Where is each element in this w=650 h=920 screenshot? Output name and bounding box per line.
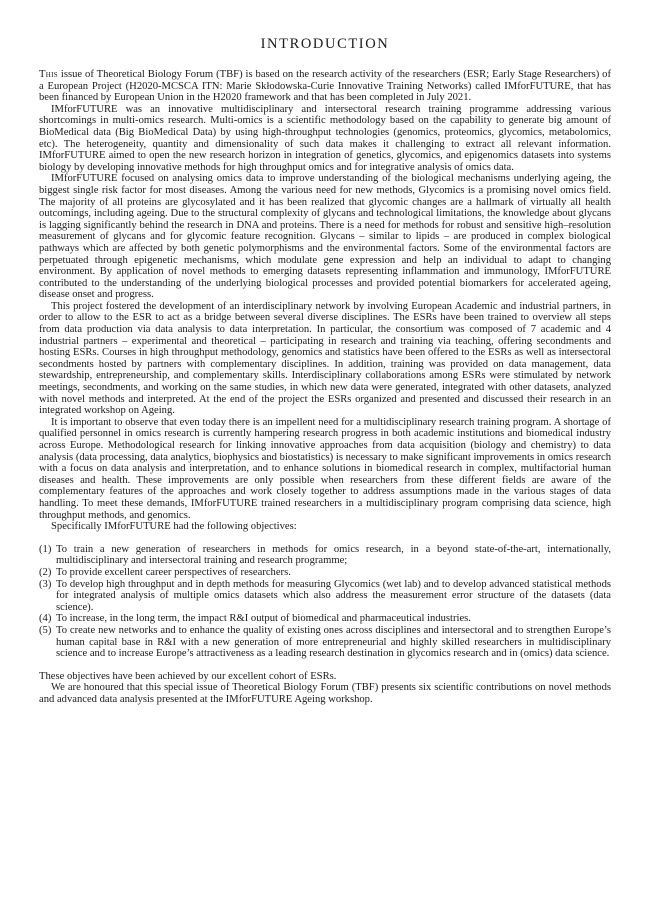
article-body (39, 69, 611, 705)
list-item (39, 625, 611, 660)
objectives-list (39, 544, 611, 660)
list-item (39, 544, 611, 567)
list-item-number: (5) (39, 624, 52, 636)
list-item-text: To train a new generation of researchers in methods for omics research, in a beyond state-of-the-art, internationally, multidisciplinary and intersectoral training and research programme; (56, 543, 611, 567)
lead-word: This (39, 69, 58, 80)
paragraph-1-text: issue of Theoretical Biology Forum (TBF) is based on the research activity of the researchers (ESR; Early Stage Researchers) of a European Project (H2020-MCSCA ITN: Marie Skłodowska-Curie Innovative Training Networks) called IMforFUTURE, that has been financed by European Union in the H2020 framework and that has been completed in July 2021. (39, 69, 611, 104)
objectives-intro: Specifically IMforFUTURE had the following objectives: (51, 521, 297, 533)
list-item-number: (3) (39, 578, 52, 590)
paragraph-2: IMforFUTURE was an innovative multidisciplinary and intersectoral research training programme addressing various shortcomings in multi-omics research. Multi-omics is a scientific methodology based on the capability to generate big amount of BioMedical data (Big BioMedical Data) by using high-throughput technologies (genomics, proteomics, glycomics, metabolomics, etc). The heterogeneity, quantity and dimensionality of such data makes it challenging to extract all relevant information. IMforFUTURE aimed to open the new research horizon in integration of genetics, glycomics, and epigenomics datasets into systems biology by developing innovative methods for high throughput omics and for integrative analysis of omics data. (39, 103, 611, 173)
paragraph-5: It is important to observe that even today there is an impellent need for a multidisciplinary research training program. A shortage of qualified personnel in omics research is currently hampering research progress in both academic institutions and biomedical industry across Europe. Methodological research for linking innovative approaches from data acquisition (biology and chemistry) to data analysis (data processing, data analytics, biophysics and biostatistics) is necessary to make significant improvements in omics research with a focus on data analysis and interpretation, and to enhance solutions in biomedical research in complex, multifactorial human diseases and health. These improvements are only possible when researchers from these different fields are aware of the complementary features of the approaches and work closely together to address assumptions made in the various stages of data handling. To meet these demands, IMforFUTURE trained researchers in a multidisciplinary program comprising data science, high throughput methods, and genomics. (39, 416, 611, 521)
paragraph-1 (39, 69, 611, 104)
list-item-text: To develop high throughput and in depth methods for measuring Glycomics (wet lab) and to develop advanced statistical methods for integrated analysis of multiple omics datasets which also address the measurement error structure of the datasets (data science). (56, 578, 611, 613)
closing-paragraph-2: We are honoured that this special issue of Theoretical Biology Forum (TBF) presents six scientific contributions on novel methods and advanced data analysis presented at the IMforFUTURE Ageing workshop. (39, 682, 611, 705)
closing-paragraph-1: These objectives have been achieved by our excellent cohort of ESRs. (39, 670, 337, 682)
list-item-number: (1) (39, 543, 52, 555)
page-title: INTRODUCTION (260, 36, 390, 52)
list-item-text: To increase, in the long term, the impact R&I output of biomedical and pharmaceutical industries. (56, 613, 471, 625)
list-item (39, 567, 611, 579)
list-item-number: (4) (39, 613, 52, 625)
paragraph-3: IMforFUTURE focused on analysing omics data to improve understanding of the biological mechanisms underlying ageing, the biggest single risk factor for most diseases. Among the various need for new methods, Glycomics is a promising novel omics field. The majority of all proteins are glycosylated and it has been realized that glycomic changes are a hallmark of virtually all health outcomings, including ageing. Due to the structural complexity of glycans and technological limitations, the knowledge about glycans is lagging significantly behind the research in DNA and proteins. There is a need for methods for robust and sensitive high–resolution measurement of glycans and for glycomic feature recognition. Glycans – similar to lipids – are produced in complex biological pathways which are affected by both genetic polymorphisms and the environmental factors. Some of the environmental factors are perpetuated through epigenetic mechanisms, which modulate gene expression and help an individual to adapt to changing environment. By application of novel methods to emerging datasets representing inflammation and immunology, IMforFUTURE contributed to the understanding of the underlying biological processes and provided potential biomarkers for accelerated ageing, disease onset and progress. (39, 173, 611, 301)
list-item-text: To create new networks and to enhance the quality of existing ones across disciplines and intersectoral and to strengthen Europe’s human capital base in R&I with a new generation of more entrepreneurial and highly skilled researchers in multidisciplinary science and to increase Europe’s attractiveness as a leading research destination in glycomics research and in (omics) data science. (56, 624, 611, 660)
list-item (39, 613, 611, 625)
list-item-number: (2) (39, 566, 52, 578)
paragraph-4: This project fostered the development of an interdisciplinary network by involving European Academic and industrial partners, in order to allow to the ESR to act as a bridge between several diverse disciplines. The ESRs have been trained to overview all steps from data production via data analysis to data interpretation. In particular, the consortium was composed of 7 academic and 4 industrial partners – experimental and theoretical – participating in research and training via teaching, offering secondments and hosting ESRs. Courses in high throughput methodology, genomics and statistics have been offered to the ESRs as well as intersectoral secondments hosted by partners with complementary disciplines. In addition, training was provided on data management, data stewardship, entrepreneurship, and complementary skills. Interdisciplinary collaborations among ESRs were stimulated by network meetings, secondments, and working on the same studies, in which new data were generated, integrated with other datasets, analyzed with novel methods and interpreted. At the end of the project the ESRs organized and presented and discussed their research in an integrated workshop on Ageing. (39, 300, 611, 417)
list-item-text: To provide excellent career perspectives of researchers. (56, 566, 291, 578)
list-item (39, 579, 611, 614)
